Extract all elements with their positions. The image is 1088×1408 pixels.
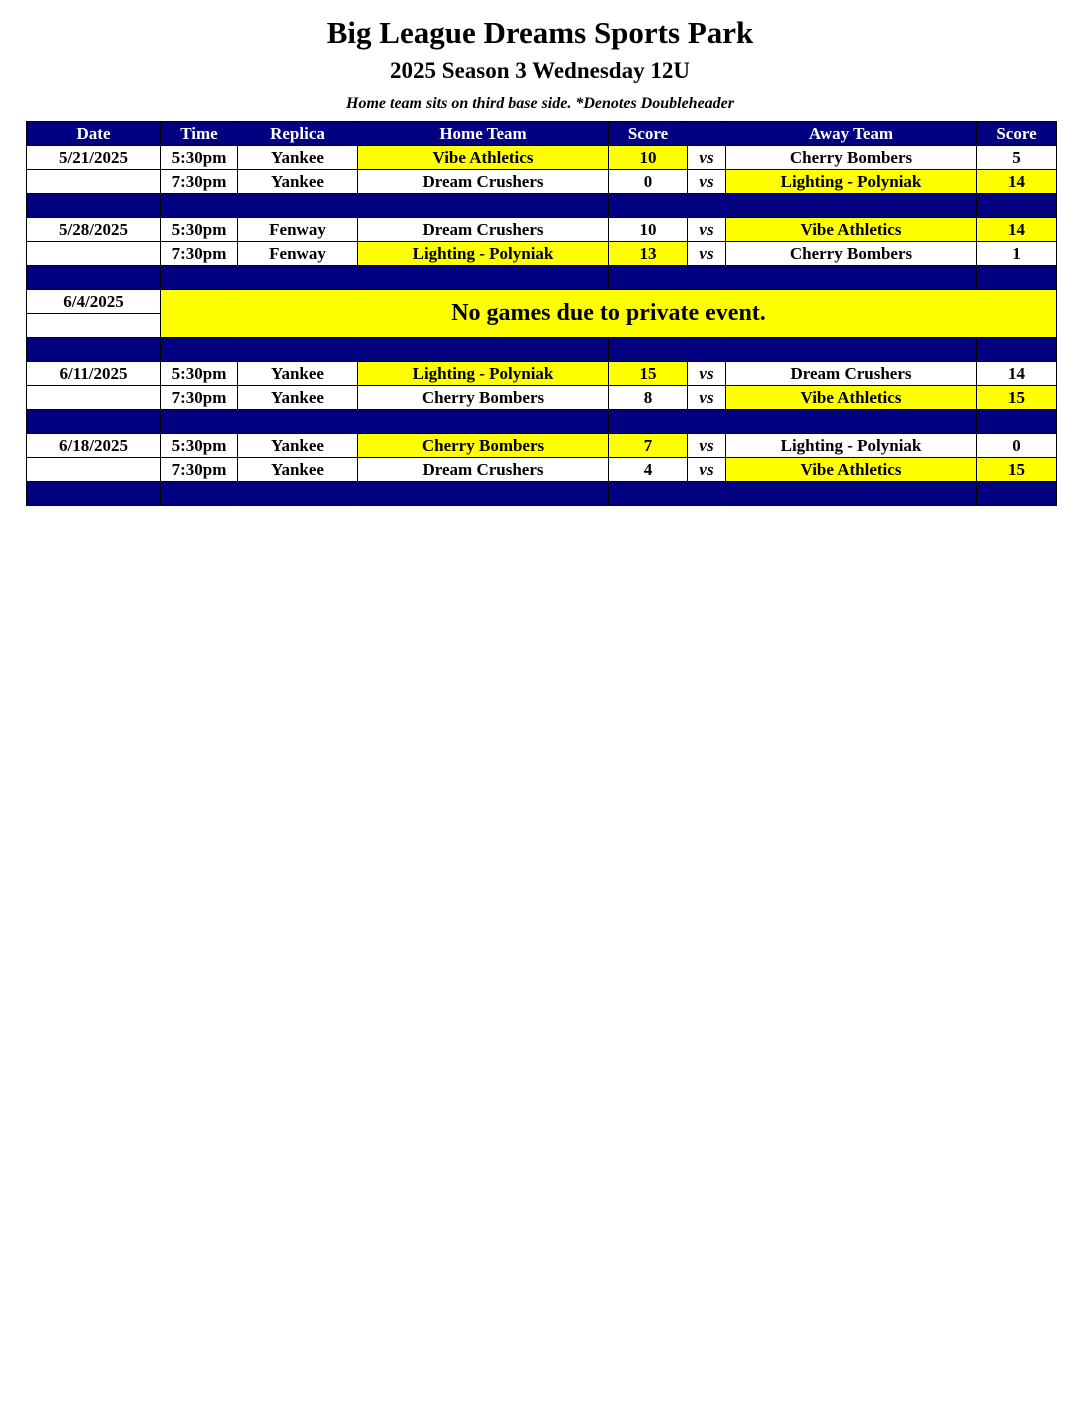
- separator-cell: [726, 338, 977, 362]
- schedule-body: [27, 146, 1057, 506]
- separator-cell: [688, 266, 726, 290]
- date-cell: [27, 314, 161, 338]
- separator-cell: [688, 410, 726, 434]
- game-row: [27, 242, 1057, 266]
- home-score-cell: 7: [609, 434, 688, 458]
- date-cell: 6/18/2025: [27, 434, 161, 458]
- away-score-cell: 14: [977, 362, 1057, 386]
- date-cell: [27, 458, 161, 482]
- time-cell: 5:30pm: [161, 362, 238, 386]
- event-message: No games due to private event.: [161, 290, 1057, 338]
- separator-cell: [27, 266, 161, 290]
- separator-cell: [161, 338, 238, 362]
- home-team-cell: Lighting - Polyniak: [358, 242, 609, 266]
- schedule-table: [26, 121, 1057, 506]
- away-team-cell: Vibe Athletics: [726, 458, 977, 482]
- away-team-cell: Vibe Athletics: [726, 386, 977, 410]
- separator-cell: [688, 482, 726, 506]
- separator-cell: [238, 410, 358, 434]
- column-header-home-team: Home Team: [358, 122, 609, 146]
- separator-cell: [27, 338, 161, 362]
- separator-cell: [358, 194, 609, 218]
- page-subtitle: 2025 Season 3 Wednesday 12U: [390, 58, 690, 83]
- home-team-cell: Lighting - Polyniak: [358, 362, 609, 386]
- separator-cell: [27, 194, 161, 218]
- home-team-cell: Dream Crushers: [358, 218, 609, 242]
- column-header-date: Date: [27, 122, 161, 146]
- separator-cell: [358, 410, 609, 434]
- separator-row: [27, 482, 1057, 506]
- separator-row: [27, 194, 1057, 218]
- separator-cell: [726, 266, 977, 290]
- separator-cell: [688, 194, 726, 218]
- home-score-cell: 10: [609, 218, 688, 242]
- date-cell: 5/28/2025: [27, 218, 161, 242]
- away-score-cell: 15: [977, 386, 1057, 410]
- separator-cell: [609, 194, 688, 218]
- away-team-cell: Lighting - Polyniak: [726, 170, 977, 194]
- separator-row: [27, 410, 1057, 434]
- column-header-away-team: Away Team: [726, 122, 977, 146]
- away-team-cell: Vibe Athletics: [726, 218, 977, 242]
- date-cell: 5/21/2025: [27, 146, 161, 170]
- time-cell: 7:30pm: [161, 242, 238, 266]
- home-score-cell: 10: [609, 146, 688, 170]
- home-score-cell: 0: [609, 170, 688, 194]
- separator-cell: [688, 338, 726, 362]
- header-row: [27, 122, 1057, 146]
- separator-cell: [977, 266, 1057, 290]
- separator-cell: [609, 338, 688, 362]
- separator-cell: [358, 338, 609, 362]
- replica-cell: Yankee: [238, 362, 358, 386]
- column-header-time: Time: [161, 122, 238, 146]
- game-row: [27, 434, 1057, 458]
- away-score-cell: 15: [977, 458, 1057, 482]
- replica-cell: Fenway: [238, 242, 358, 266]
- separator-cell: [27, 410, 161, 434]
- home-team-cell: Vibe Athletics: [358, 146, 609, 170]
- time-cell: 7:30pm: [161, 170, 238, 194]
- home-team-cell: Dream Crushers: [358, 458, 609, 482]
- separator-cell: [238, 266, 358, 290]
- vs-cell: vs: [688, 434, 726, 458]
- separator-cell: [27, 482, 161, 506]
- away-score-cell: 14: [977, 170, 1057, 194]
- column-header-vs: [688, 122, 726, 146]
- away-team-cell: Lighting - Polyniak: [726, 434, 977, 458]
- separator-cell: [161, 410, 238, 434]
- vs-cell: vs: [688, 170, 726, 194]
- replica-cell: Yankee: [238, 458, 358, 482]
- separator-cell: [609, 410, 688, 434]
- date-cell: [27, 170, 161, 194]
- column-header-replica: Replica: [238, 122, 358, 146]
- separator-cell: [609, 482, 688, 506]
- separator-cell: [609, 266, 688, 290]
- game-row: [27, 170, 1057, 194]
- vs-cell: vs: [688, 386, 726, 410]
- date-cell: 6/4/2025: [27, 290, 161, 314]
- game-row: [27, 218, 1057, 242]
- date-cell: [27, 386, 161, 410]
- separator-cell: [238, 482, 358, 506]
- separator-row: [27, 266, 1057, 290]
- separator-row: [27, 338, 1057, 362]
- home-score-cell: 15: [609, 362, 688, 386]
- page-note: Home team sits on third base side. *Denotes Doubleheader: [346, 95, 734, 112]
- separator-cell: [977, 194, 1057, 218]
- away-score-cell: 0: [977, 434, 1057, 458]
- home-score-cell: 13: [609, 242, 688, 266]
- home-team-cell: Cherry Bombers: [358, 386, 609, 410]
- home-score-cell: 4: [609, 458, 688, 482]
- page-title: Big League Dreams Sports Park: [326, 15, 754, 50]
- replica-cell: Fenway: [238, 218, 358, 242]
- separator-cell: [977, 410, 1057, 434]
- replica-cell: Yankee: [238, 146, 358, 170]
- away-score-cell: 5: [977, 146, 1057, 170]
- game-row: [27, 458, 1057, 482]
- separator-cell: [977, 338, 1057, 362]
- separator-cell: [161, 266, 238, 290]
- vs-cell: vs: [688, 242, 726, 266]
- separator-cell: [726, 410, 977, 434]
- home-team-cell: Cherry Bombers: [358, 434, 609, 458]
- replica-cell: Yankee: [238, 170, 358, 194]
- game-row: [27, 146, 1057, 170]
- vs-cell: vs: [688, 362, 726, 386]
- separator-cell: [238, 338, 358, 362]
- separator-cell: [358, 266, 609, 290]
- time-cell: 5:30pm: [161, 146, 238, 170]
- separator-cell: [726, 194, 977, 218]
- column-header-away-score: Score: [977, 122, 1057, 146]
- replica-cell: Yankee: [238, 434, 358, 458]
- away-team-cell: Cherry Bombers: [726, 146, 977, 170]
- away-score-cell: 1: [977, 242, 1057, 266]
- vs-cell: vs: [688, 458, 726, 482]
- home-score-cell: 8: [609, 386, 688, 410]
- event-row: [27, 290, 1057, 314]
- game-row: [27, 386, 1057, 410]
- separator-cell: [161, 194, 238, 218]
- separator-cell: [358, 482, 609, 506]
- time-cell: 5:30pm: [161, 434, 238, 458]
- replica-cell: Yankee: [238, 386, 358, 410]
- separator-cell: [238, 194, 358, 218]
- game-row: [27, 362, 1057, 386]
- vs-cell: vs: [688, 218, 726, 242]
- date-cell: 6/11/2025: [27, 362, 161, 386]
- home-team-cell: Dream Crushers: [358, 170, 609, 194]
- away-team-cell: Dream Crushers: [726, 362, 977, 386]
- column-header-home-score: Score: [609, 122, 688, 146]
- away-team-cell: Cherry Bombers: [726, 242, 977, 266]
- separator-cell: [161, 482, 238, 506]
- date-cell: [27, 242, 161, 266]
- time-cell: 7:30pm: [161, 458, 238, 482]
- separator-cell: [977, 482, 1057, 506]
- time-cell: 7:30pm: [161, 386, 238, 410]
- vs-cell: vs: [688, 146, 726, 170]
- separator-cell: [726, 482, 977, 506]
- time-cell: 5:30pm: [161, 218, 238, 242]
- away-score-cell: 14: [977, 218, 1057, 242]
